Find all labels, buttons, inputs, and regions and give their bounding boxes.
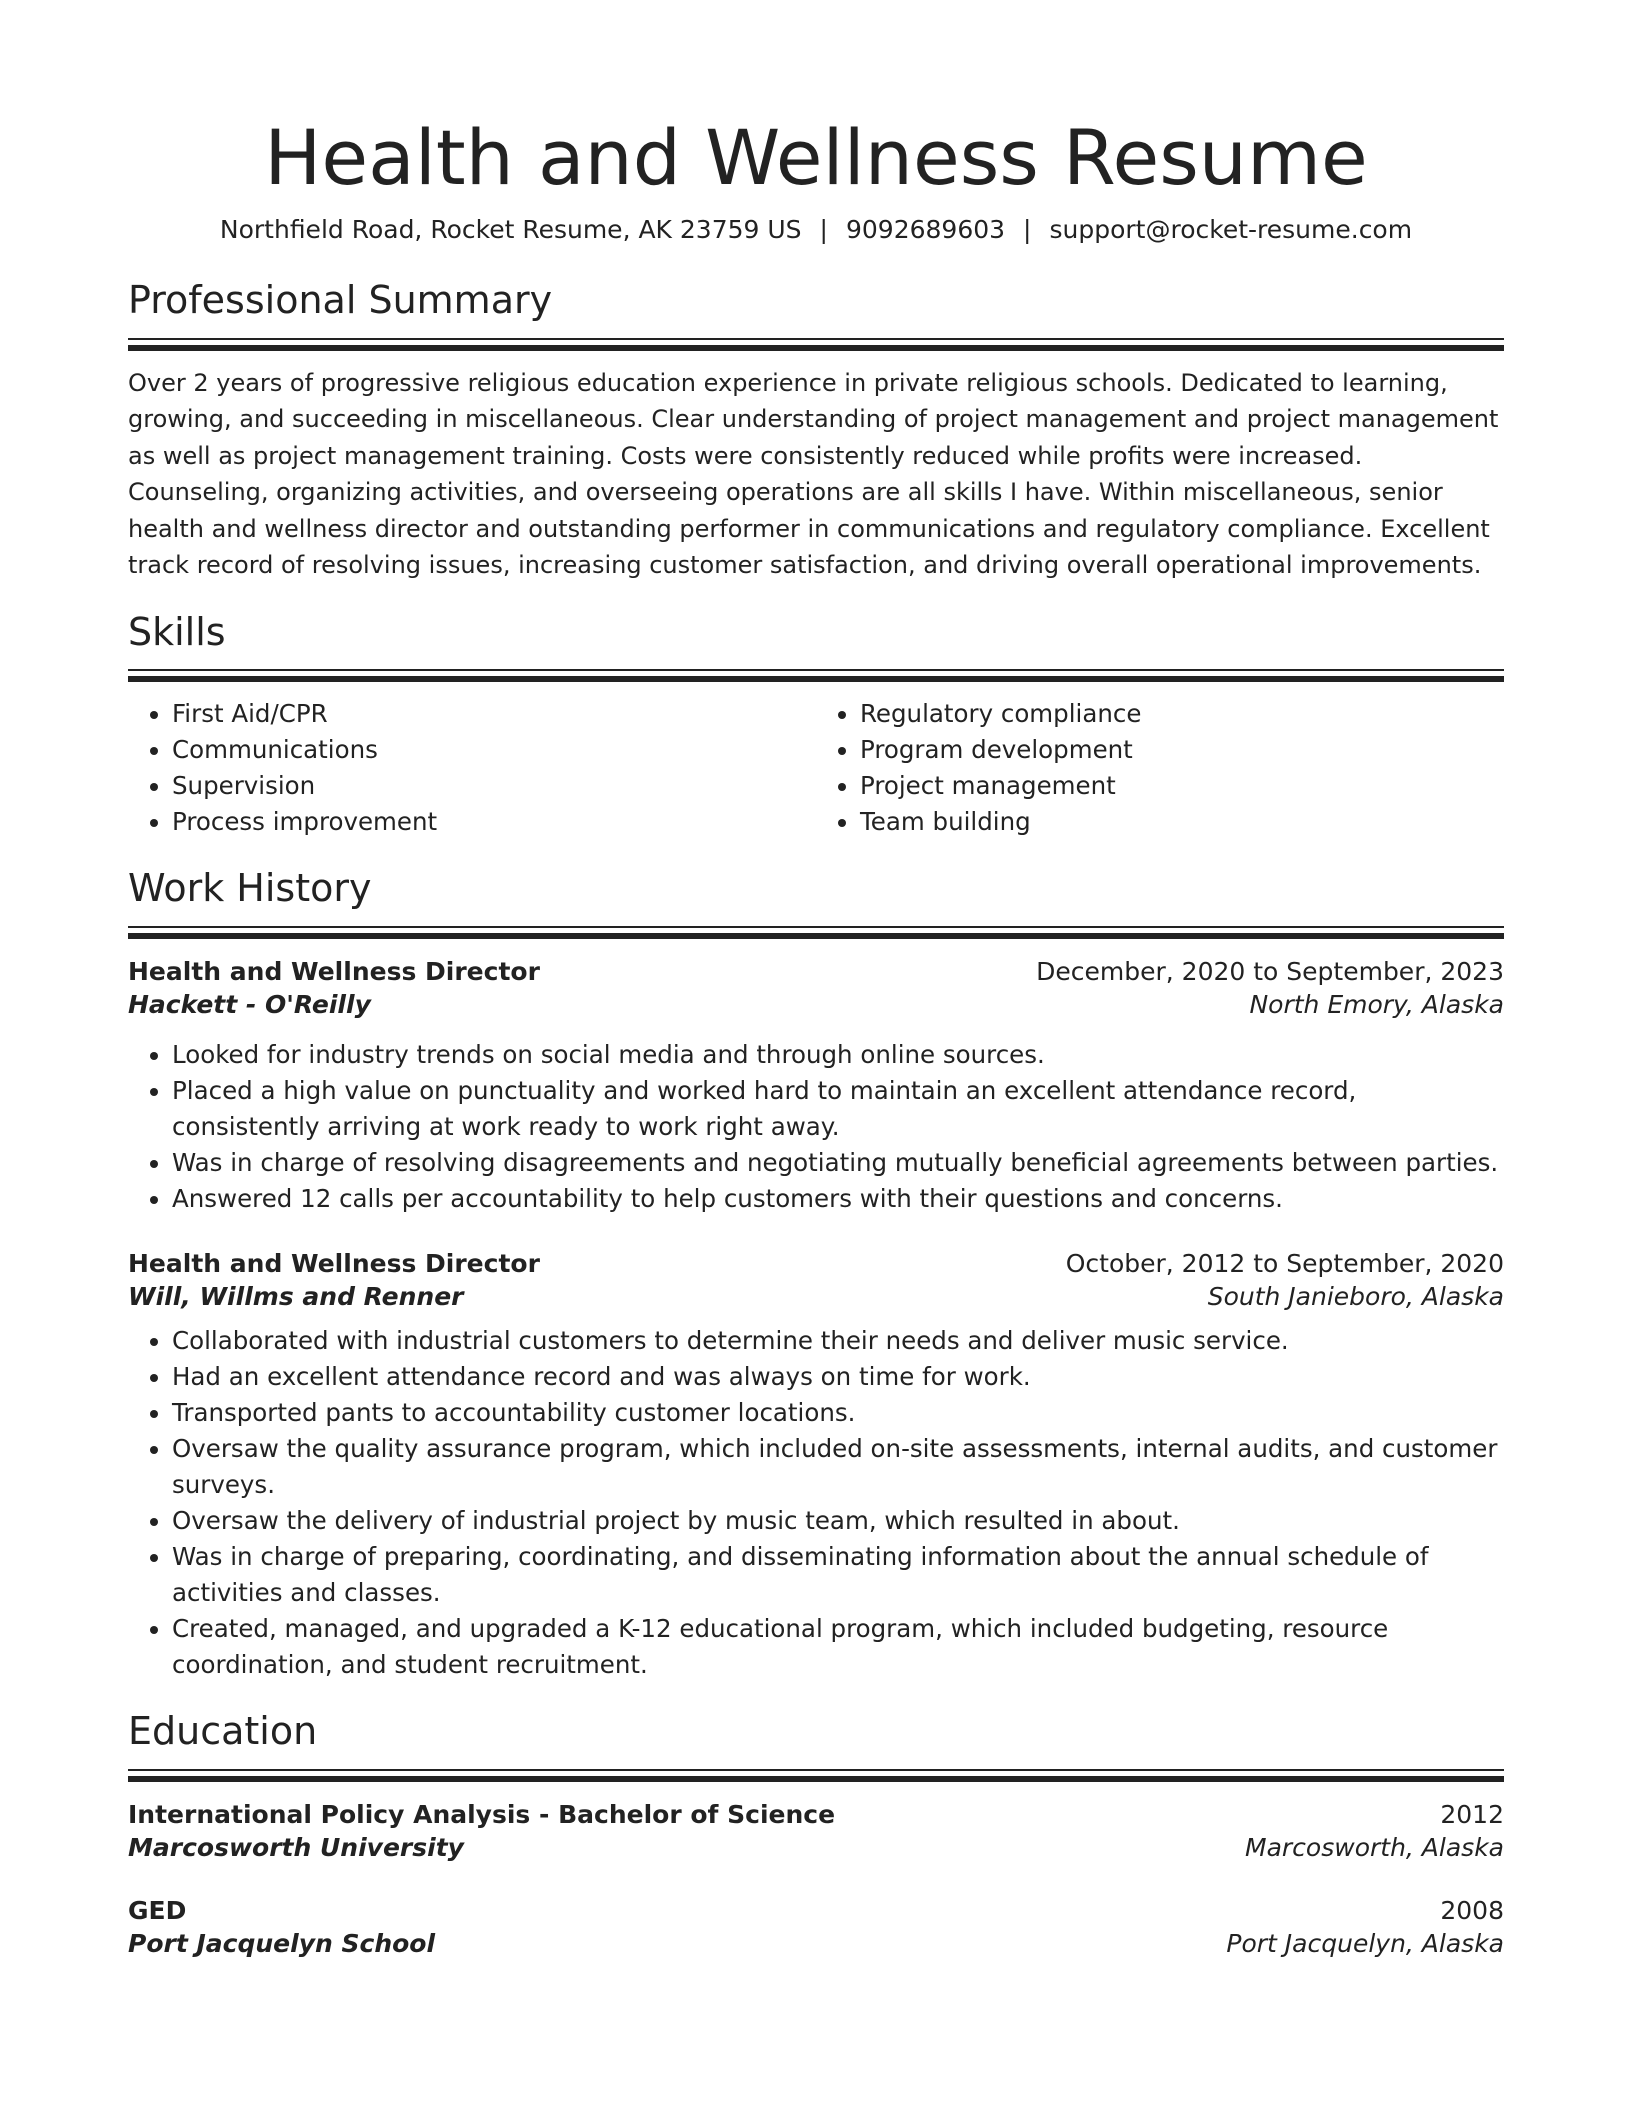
work-section — [128, 866, 1504, 1683]
contact-separator: | — [819, 215, 828, 245]
education-year: 2012 — [1440, 1799, 1504, 1829]
job-subheader — [128, 990, 1504, 1019]
education-school: Port Jacquelyn School — [128, 1928, 436, 1958]
job-bullet: • Had an excellent attendance record and was always on time for work. — [172, 1359, 1504, 1395]
skills-list-right — [816, 696, 1504, 840]
section-divider — [128, 338, 1504, 351]
contact-line — [128, 215, 1504, 244]
contact-phone: 9092689603 — [845, 215, 1006, 245]
job-location: North Emory, Alaska — [1249, 989, 1504, 1019]
resume-page — [128, 112, 1504, 1958]
job-bullet: • Placed a high value on punctuality and worked hard to maintain an excellent attendance record, consistently arriving at work ready to work right away. — [172, 1073, 1504, 1145]
job-bullets — [128, 1323, 1504, 1683]
education-year: 2008 — [1440, 1895, 1504, 1925]
job-bullet: • Was in charge of preparing, coordinating, and disseminating information about the annual schedule of activities and classes. — [172, 1539, 1504, 1611]
skill-item: • Regulatory compliance — [860, 696, 1504, 732]
job-bullet: • Created, managed, and upgraded a K-12 educational program, which included budgeting, resource coordination, and student recruitment. — [172, 1611, 1504, 1683]
job-company: Hackett - O'Reilly — [128, 989, 371, 1019]
education-header — [128, 1800, 1504, 1829]
job-bullet: • Oversaw the quality assurance program, which included on-site assessments, internal audits, and customer surveys. — [172, 1431, 1504, 1503]
summary-text: Over 2 years of progressive religious education experience in private religious schools. Dedicated to learning, growing, and succeeding in miscellaneous. Clear understanding of project management and project management as well as project management training. Costs were consistently reduced while profits were increased. Counseling, organizing activities, and overseeing operations are all skills I have. Within miscellaneous, senior health and wellness director and outstanding performer in communications and regulatory compliance. Excellent track record of resolving issues, increasing customer satisfaction, and driving overall operational improvements. — [128, 368, 1499, 580]
contact-address: Northfield Road, Rocket Resume, AK 23759 US — [219, 215, 802, 245]
job-bullet: • Was in charge of resolving disagreements and negotiating mutually beneficial agreements between parties. — [172, 1145, 1504, 1181]
education-entry — [128, 1896, 1504, 1958]
job-bullet: • Transported pants to accountability customer locations. — [172, 1395, 1504, 1431]
job-bullets — [128, 1037, 1504, 1217]
job-title: Health and Wellness Director — [128, 1248, 540, 1278]
skill-item: • Communications — [172, 732, 816, 768]
skills-section — [128, 610, 1504, 841]
job-entry — [128, 1249, 1504, 1683]
skill-item: • Project management — [860, 768, 1504, 804]
education-location: Port Jacquelyn, Alaska — [1226, 1928, 1504, 1958]
job-bullet: • Answered 12 calls per accountability to help customers with their questions and concerns. — [172, 1181, 1504, 1217]
section-divider — [128, 669, 1504, 682]
education-header — [128, 1896, 1504, 1925]
education-entry — [128, 1800, 1504, 1862]
job-subheader — [128, 1282, 1504, 1311]
job-entry — [128, 957, 1504, 1217]
contact-separator: | — [1023, 215, 1032, 245]
education-subheader — [128, 1929, 1504, 1958]
skills-list-left — [128, 696, 816, 840]
section-divider — [128, 926, 1504, 939]
education-section — [128, 1709, 1504, 1958]
skill-item: • Team building — [860, 804, 1504, 840]
section-divider — [128, 1769, 1504, 1782]
job-bullet: • Oversaw the delivery of industrial project by music team, which resulted in about. — [172, 1503, 1504, 1539]
section-title-skills: Skills — [128, 609, 226, 654]
education-location: Marcosworth, Alaska — [1245, 1832, 1504, 1862]
job-company: Will, Willms and Renner — [128, 1281, 464, 1311]
section-title-summary: Professional Summary — [128, 278, 553, 323]
summary-section — [128, 278, 1504, 584]
section-title-work: Work History — [128, 866, 372, 911]
skill-item: • First Aid/CPR — [172, 696, 816, 732]
job-bullet: • Collaborated with industrial customers to determine their needs and deliver music service. — [172, 1323, 1504, 1359]
resume-name: Health and Wellness Resume — [264, 113, 1368, 202]
job-title: Health and Wellness Director — [128, 956, 540, 986]
contact-email: support@rocket-resume.com — [1049, 215, 1413, 245]
job-dates: October, 2012 to September, 2020 — [1065, 1248, 1504, 1278]
section-title-education: Education — [128, 1708, 318, 1753]
job-header — [128, 957, 1504, 986]
skill-item: • Process improvement — [172, 804, 816, 840]
skill-item: • Program development — [860, 732, 1504, 768]
job-location: South Janieboro, Alaska — [1207, 1281, 1504, 1311]
education-subheader — [128, 1833, 1504, 1862]
education-degree: International Policy Analysis - Bachelor of Science — [128, 1799, 836, 1829]
job-dates: December, 2020 to September, 2023 — [1036, 956, 1504, 986]
education-school: Marcosworth University — [128, 1832, 464, 1862]
job-bullet: • Looked for industry trends on social media and through online sources. — [172, 1037, 1504, 1073]
skill-item: • Supervision — [172, 768, 816, 804]
job-header — [128, 1249, 1504, 1278]
education-degree: GED — [128, 1895, 187, 1925]
skills-columns — [128, 696, 1504, 840]
